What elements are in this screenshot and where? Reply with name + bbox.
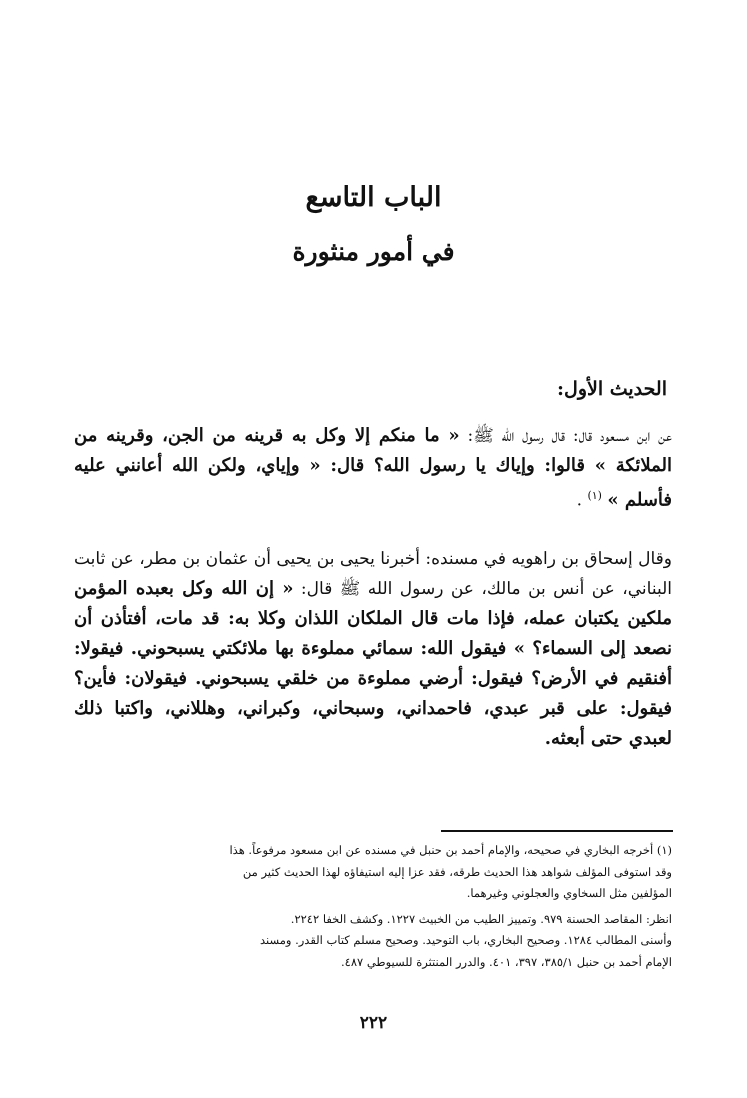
footnotes	[66, 840, 672, 973]
hadith-paragraph-2	[74, 544, 708, 754]
footnote-line: انظر: المقاصد الحسنة ٩٧٩. وتمييز الطيب من الخبيث ١٢٢٧. وكشف الخفا ٢٢٤٢.	[290, 911, 672, 926]
footnote-line: وقد استوفى المؤلف شواهد هذا الحديث طرقه، فقد عزا إليه استيفاؤه لهذا الحديث كثير من	[242, 864, 672, 879]
para1-end: .	[576, 490, 588, 511]
footnote-line: وأسنى المطالب ١٢٨٤. وصحيح البخاري، باب التوحيد. وصحيح مسلم كتاب القدر. ومسند	[259, 933, 672, 947]
footnote-line: المؤلفين مثل السخاوي والعجلوني وغيرهما.	[466, 886, 672, 900]
hadith-heading: الحديث الأول:	[557, 378, 667, 400]
para1-quote: « ما منكم إلا وكل به قرينه من الجن، وقرينه من الملائكة » قالوا: وإياك يا رسول الله؟ قال: « وإياي، ولكن الله أعانني عليه فأسلم »	[74, 425, 672, 511]
chapter-subtitle: في أمور منثورة	[292, 237, 455, 266]
page-number: ٢٢٢	[359, 1013, 388, 1033]
footnote-separator	[441, 830, 673, 832]
para1-intro: عن ابن مسعود قال: قال رسول الله ﷺ:	[459, 426, 672, 446]
hadith-paragraph-1	[74, 421, 708, 516]
chapter-title: الباب التاسع	[305, 182, 442, 213]
para2-quote: « إن الله وكل بعبده المؤمن ملكين يكتبان عمله، فإذا مات قال الملكان اللذان وكلا به: قد مات، أفتأذن أن نصعد إلى السماء؟ » فيقول الله: سمائي مملوءة بها ملائكتي يسبحوني. فيقولا: أفنقيم في الأرض؟ فيقول: أرضي مملوءة من خلقي يسبحوني. فيقولان: فأين؟ فيقول: على قبر عبدي، فاحمداني، وسبحاني، وكبراني، وهللاني، واكتبا ذلك لعبدي حتى أبعثه.	[74, 578, 672, 749]
footnote-reference[interactable]: (١)	[587, 489, 602, 502]
footnote-line: (١) أخرجه البخاري في صحيحه، والإمام أحمد بن حنبل في مسنده عن ابن مسعود مرفوعاً. هذا	[229, 843, 672, 857]
footnote-line: الإمام أحمد بن حنبل ٣٨٥/١، ٣٩٧، ٤٠١. والدرر المنتثرة للسيوطي ٤٨٧.	[341, 954, 672, 969]
para2-intro: وقال إسحاق بن راهويه في مسنده: أخبرنا يحيى بن يحيى أن عثمان بن مطر، عن ثابت البناني، عن أنس بن مالك، عن رسول الله ﷺ قال:	[73, 549, 672, 599]
